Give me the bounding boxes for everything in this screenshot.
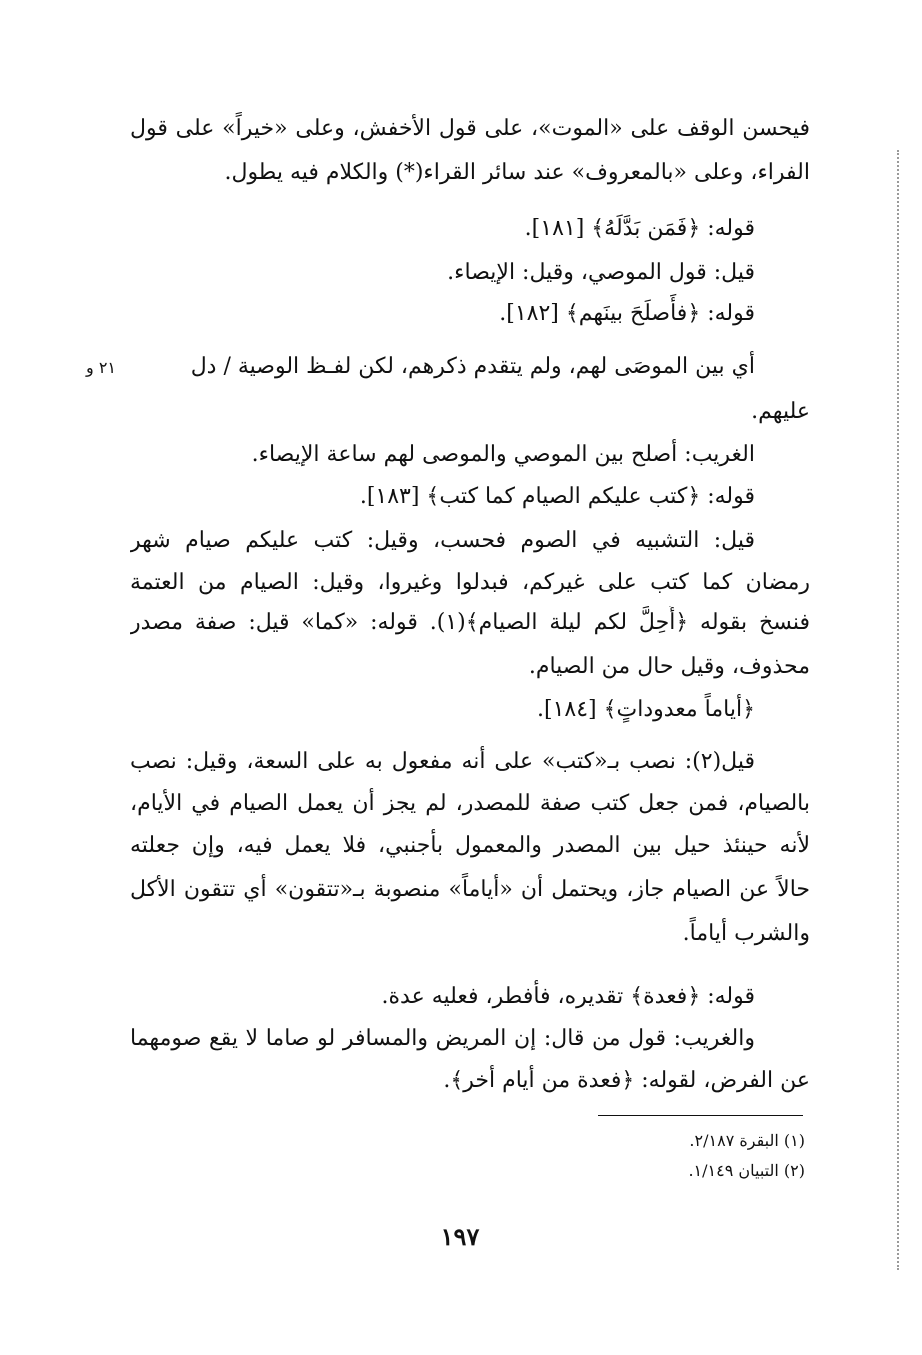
- verse-heading-182: قوله: ﴿فأَصلَحَ بينَهم﴾ [١٨٢].: [499, 301, 755, 326]
- text-line-21: والغريب: قول من قال: إن المريض والمسافر لو صاما لا يقع صومهما: [130, 1026, 755, 1051]
- footnote-separator: [598, 1115, 803, 1116]
- text-line-7: عليهم.: [751, 399, 810, 424]
- text-line-12: فنسخ بقوله ﴿أُحِلَّ لكم ليلة الصيام﴾(١). قوله: «كما» قيل: صفة مصدر: [130, 610, 810, 635]
- text-line-10: قيل: التشبيه في الصوم فحسب، وقيل: كتب عليكم صيام شهر: [130, 528, 755, 553]
- page-number: ١٩٧: [440, 1222, 480, 1251]
- text-line-6: أي بين الموصَى لهم، ولم يتقدم ذكرهم، لكن لفـظ الوصية / دل: [190, 354, 755, 379]
- verse-heading-181: قوله: ﴿فَمَن بَدَّلَهُ﴾ [١٨١].: [524, 216, 755, 241]
- text-line-18: حالاً عن الصيام جاز، ويحتمل أن «أياماً» منصوبة بـ«تتقون» أي تتقون الأكل: [130, 877, 810, 902]
- text-line-20: قوله: ﴿فعدة﴾ تقديره، فأفطر، فعليه عدة.: [381, 984, 755, 1009]
- text-line-22: عن الفرض، لقوله: ﴿فعدة من أيام أخر﴾.: [443, 1068, 810, 1093]
- text-line-19: والشرب أياماً.: [682, 921, 810, 946]
- text-line-1: فيحسن الوقف على «الموت»، على قول الأخفش، وعلى «خيراً» على قول: [130, 116, 810, 141]
- text-line-13: محذوف، وقيل حال من الصيام.: [528, 654, 810, 679]
- text-line-2: الفراء، وعلى «بالمعروف» عند سائر القراء(*) والكلام فيه يطول.: [224, 160, 810, 185]
- text-line-8: الغريب: أصلح بين الموصي والموصى لهم ساعة الإيصاء.: [251, 442, 755, 467]
- text-line-16: بالصيام، فمن جعل كتب صفة للمصدر، لم يجز أن يعمل الصيام في الأيام،: [130, 791, 810, 816]
- text-line-4: قيل: قول الموصي، وقيل: الإيصاء.: [447, 260, 755, 285]
- binding-edge-dots: [897, 150, 899, 1270]
- margin-folio-note: ٢١ و: [86, 358, 116, 377]
- text-line-15: قيل(٢): نصب بـ«كتب» على أنه مفعول به على السعة، وقيل: نصب: [130, 749, 755, 774]
- text-line-17: لأنه حينئذ حيل بين المصدر والمعمول بأجنبي، فلا يعمل فيه، وإن جعلته: [130, 833, 810, 858]
- verse-heading-183: قوله: ﴿كتب عليكم الصيام كما كتب﴾ [١٨٣].: [359, 484, 755, 509]
- footnote-2: (٢) التبيان ١/١٤٩.: [688, 1161, 805, 1180]
- verse-heading-184: ﴿أياماً معدوداتٍ﴾ [١٨٤].: [537, 697, 755, 722]
- text-line-11: رمضان كما كتب على غيركم، فبدلوا وغيروا، وقيل: الصيام من العتمة: [130, 570, 810, 595]
- footnote-1: (١) البقرة ٢/١٨٧.: [689, 1131, 805, 1150]
